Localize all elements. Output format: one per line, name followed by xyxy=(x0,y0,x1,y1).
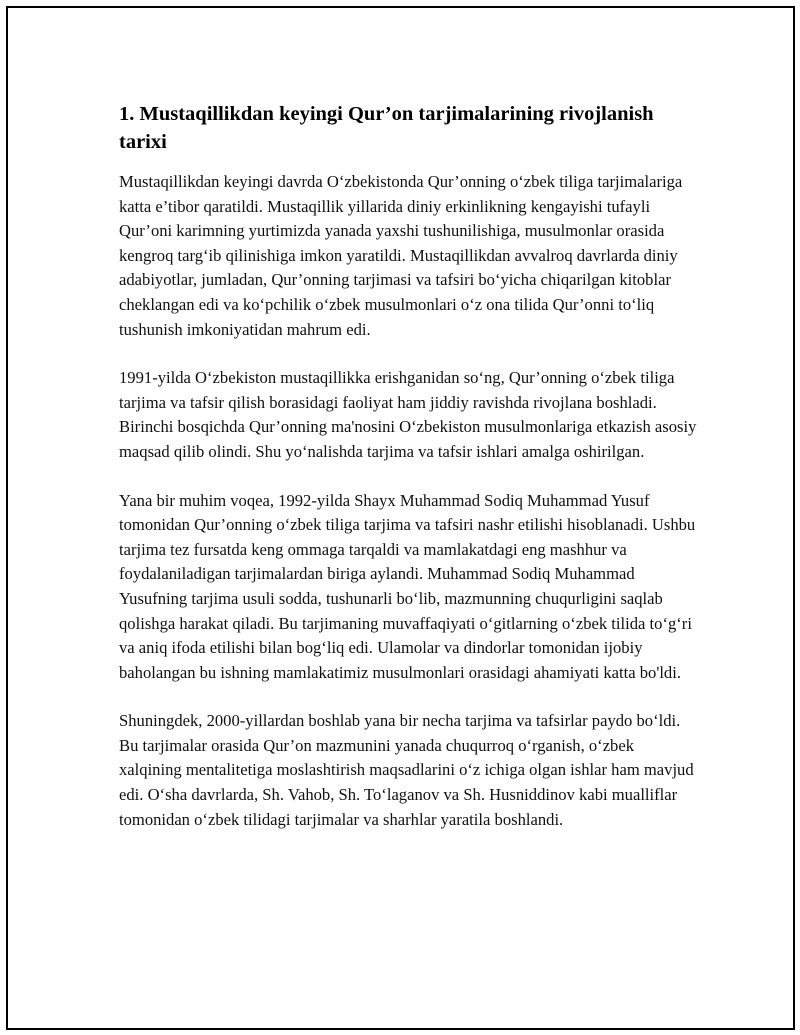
paragraph-4: Shuningdek, 2000-yillardan boshlab yana bir necha tarjima va tafsirlar paydo bo‘ldi. Bu tarjimalar orasida Qur’on mazmunini yanada chuqurroq o‘rganish, o‘zbek xalqining mentalitetiga moslashtirish maqsadlarini o‘z ichiga olgan ishlar ham mavjud edi. O‘sha davrlarda, Sh. Vahob, Sh. To‘laganov va Sh. Husniddinov kabi mualliflar tomonidan o‘zbek tilidagi tarjimalar va sharhlar yaratila boshlandi. xyxy=(119,711,694,829)
paragraph-1: Mustaqillikdan keyingi davrda O‘zbekistonda Qur’onning o‘zbek tiliga tarjimalariga katta e’tibor qaratildi. Mustaqillik yillarida diniy erkinlikning kengayishi tufayli Qur’oni karimning yurtimizda yanada yaxshi tushunilishiga, musulmonlar orasida kengroq targ‘ib qilinishiga imkon yaratildi. Mustaqillikdan avvalroq davrlarda diniy adabiyotlar, jumladan, Qur’onning tarjimasi va tafsiri bo‘yicha chiqarilgan kitoblar cheklangan edi va ko‘pchilik o‘zbek musulmonlari o‘z ona tilida Qur’onni to‘liq tushunish imkoniyatidan mahrum edi. xyxy=(119,172,683,339)
section-heading: 1. Mustaqillikdan keyingi Qur’on tarjimalarining rivojlanish tarixi xyxy=(119,103,654,153)
page-frame xyxy=(6,6,795,1030)
document-body xyxy=(119,100,699,856)
paragraph-2: 1991-yilda O‘zbekiston mustaqillikka erishganidan so‘ng, Qur’onning o‘zbek tiliga tarjima va tafsir qilish borasidagi faoliyat ham jiddiy ravishda rivojlana boshladi. Birinchi bosqichda Qur’onning ma'nosini O‘zbekiston musulmonlariga etkazish asosiy maqsad qilib olindi. Shu yo‘nalishda tarjima va tafsir ishlari amalga oshirilgan. xyxy=(119,368,697,461)
paragraph-3: Yana bir muhim voqea, 1992-yilda Shayx Muhammad Sodiq Muhammad Yusuf tomonidan Qur’onning o‘zbek tiliga tarjima va tafsiri nashr etilishi hisoblanadi. Ushbu tarjima tez fursatda keng ommaga tarqaldi va mamlakatdagi eng mashhur va foydalaniladigan tarjimalardan biriga aylandi. Muhammad Sodiq Muhammad Yusufning tarjima usuli sodda, tushunarli bo‘lib, mazmunning chuqurligini saqlab qolishga harakat qiladi. Bu tarjimaning muvaffaqiyati o‘gitlarning o‘zbek tilida to‘g‘ri va aniq ifoda etilishi bilan bog‘liq edi. Ulamolar va dindorlar tomonidan ijobiy baholangan bu ishning mamlakatimiz musulmonlari orasidagi ahamiyati katta bo'ldi. xyxy=(119,490,696,682)
